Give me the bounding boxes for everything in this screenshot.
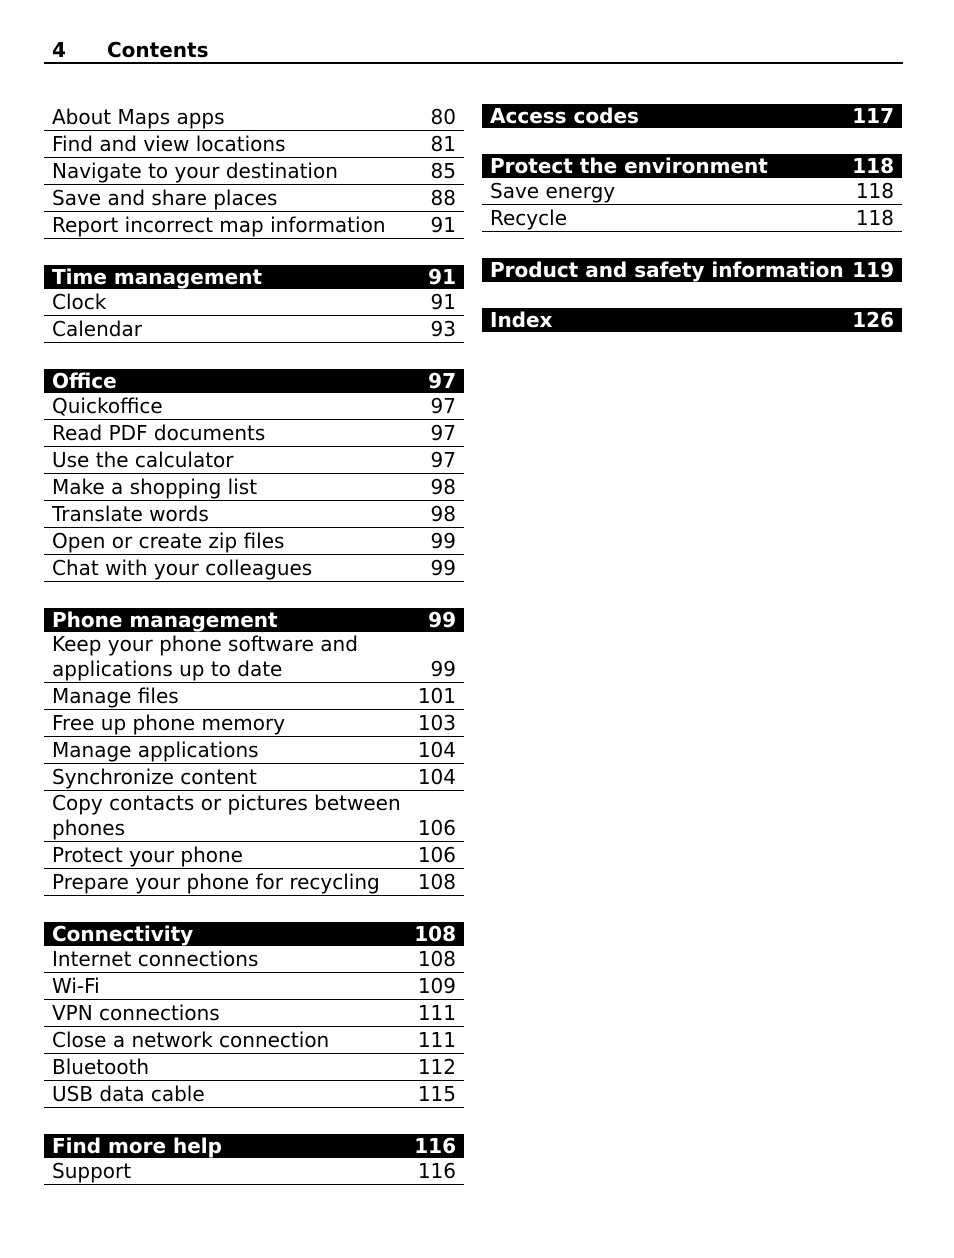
toc-section-access-codes	[482, 104, 902, 128]
section-heading-page: 119	[852, 258, 894, 282]
toc-section-product-and-safety-information	[482, 258, 902, 282]
toc-entry[interactable]	[44, 1054, 464, 1081]
toc-entry-page: 97	[430, 394, 456, 418]
toc-entry-page: 108	[417, 870, 456, 894]
toc-entry-label: Internet connections	[52, 947, 259, 971]
toc-section-heading[interactable]	[44, 608, 464, 632]
toc-entry-page: 99	[430, 556, 456, 580]
toc-entry-label: Save and share places	[52, 186, 278, 210]
toc-entry[interactable]	[44, 973, 464, 1000]
toc-section-heading[interactable]	[482, 104, 902, 128]
section-heading-label: Connectivity	[52, 922, 194, 946]
toc-section-heading[interactable]	[482, 258, 902, 282]
toc-entry[interactable]	[44, 710, 464, 737]
toc-entry[interactable]	[44, 158, 464, 185]
toc-entry-page: 116	[417, 1159, 456, 1183]
section-heading-label: Phone management	[52, 608, 278, 632]
toc-entry-page: 115	[417, 1082, 456, 1106]
toc-entry-page: 98	[430, 475, 456, 499]
toc-entry[interactable]	[44, 791, 464, 842]
toc-section-time-management	[44, 265, 464, 343]
toc-entry[interactable]	[44, 737, 464, 764]
toc-entry[interactable]	[44, 683, 464, 710]
toc-section-heading[interactable]	[44, 922, 464, 946]
toc-entry-page: 104	[417, 738, 456, 762]
toc-entry[interactable]	[44, 869, 464, 896]
toc-entry-label: Copy contacts or pictures between phones	[52, 791, 401, 840]
toc-entry-page: 85	[430, 159, 456, 183]
toc-entry-page: 101	[417, 684, 456, 708]
section-heading-page: 91	[428, 265, 456, 289]
toc-section-phone-management	[44, 608, 464, 896]
toc-section-heading[interactable]	[482, 154, 902, 178]
toc-entry[interactable]	[44, 1158, 464, 1185]
section-heading-label: Index	[490, 308, 553, 332]
toc-entry[interactable]	[44, 946, 464, 973]
toc-entry-page: 118	[855, 206, 894, 230]
toc-entry-label: Calendar	[52, 317, 142, 341]
toc-entry-label: Read PDF documents	[52, 421, 266, 445]
toc-entry[interactable]	[482, 178, 902, 205]
toc-entry-page: 111	[417, 1028, 456, 1052]
toc-entry[interactable]	[44, 185, 464, 212]
section-heading-label: Time management	[52, 265, 263, 289]
toc-section	[44, 104, 464, 239]
toc-entry-page: 91	[430, 290, 456, 314]
section-heading-page: 118	[852, 154, 894, 178]
toc-entry-page: 80	[430, 105, 456, 129]
toc-section-index	[482, 308, 902, 332]
toc-entry-page: 98	[430, 502, 456, 526]
toc-entry-label: Save energy	[490, 179, 616, 203]
page-title: Contents	[107, 38, 209, 62]
toc-entry-label: Manage applications	[52, 738, 259, 762]
toc-entry-label: Prepare your phone for recycling	[52, 870, 380, 894]
section-heading-page: 99	[428, 608, 456, 632]
toc-entry-page: 112	[417, 1055, 456, 1079]
toc-entry-label: Free up phone memory	[52, 711, 286, 735]
toc-entry[interactable]	[44, 528, 464, 555]
section-heading-page: 126	[852, 308, 894, 332]
toc-entry-label: VPN connections	[52, 1001, 220, 1025]
toc-section-office	[44, 369, 464, 582]
section-heading-label: Protect the environment	[490, 154, 768, 178]
toc-entry-label: Synchronize content	[52, 765, 257, 789]
toc-section-heading[interactable]	[44, 1134, 464, 1158]
toc-entry-label: USB data cable	[52, 1082, 205, 1106]
section-heading-label: Access codes	[490, 104, 639, 128]
toc-entry-page: 106	[417, 843, 456, 867]
toc-entry-page: 99	[430, 657, 456, 681]
toc-entry-page: 103	[417, 711, 456, 735]
toc-entry-label: Chat with your colleagues	[52, 556, 313, 580]
toc-entry[interactable]	[44, 474, 464, 501]
toc-section-heading[interactable]	[44, 369, 464, 393]
toc-entry[interactable]	[44, 447, 464, 474]
toc-entry[interactable]	[44, 555, 464, 582]
toc-entry-label: Manage files	[52, 684, 179, 708]
toc-entry-page: 81	[430, 132, 456, 156]
toc-entry-page: 93	[430, 317, 456, 341]
toc-entry-label: Close a network connection	[52, 1028, 330, 1052]
toc-entry[interactable]	[44, 1000, 464, 1027]
toc-entry[interactable]	[44, 1027, 464, 1054]
toc-entry-label: Report incorrect map information	[52, 213, 386, 237]
toc-entry[interactable]	[482, 205, 902, 232]
toc-entry[interactable]	[44, 131, 464, 158]
toc-left-column	[44, 104, 464, 1211]
section-heading-label: Find more help	[52, 1134, 222, 1158]
toc-entry-page: 97	[430, 421, 456, 445]
toc-entry[interactable]	[44, 316, 464, 343]
toc-entry-page: 111	[417, 1001, 456, 1025]
toc-entry[interactable]	[44, 420, 464, 447]
toc-entry[interactable]	[44, 104, 464, 131]
toc-entry-label: Use the calculator	[52, 448, 234, 472]
toc-entry-page: 104	[417, 765, 456, 789]
toc-entry[interactable]	[44, 393, 464, 420]
section-heading-page: 117	[852, 104, 894, 128]
section-heading-page: 97	[428, 369, 456, 393]
section-heading-page: 116	[414, 1134, 456, 1158]
toc-entry-page: 88	[430, 186, 456, 210]
toc-entry-label: Bluetooth	[52, 1055, 150, 1079]
toc-entry[interactable]	[44, 289, 464, 316]
toc-entry[interactable]	[44, 212, 464, 239]
toc-entry-label: About Maps apps	[52, 105, 225, 129]
toc-section-connectivity	[44, 922, 464, 1108]
toc-entry-label: Translate words	[52, 502, 209, 526]
toc-section-protect-the-environment	[482, 154, 902, 232]
toc-entry-label: Keep your phone software and applications up to date	[52, 632, 358, 681]
section-heading-page: 108	[414, 922, 456, 946]
toc-entry-page: 97	[430, 448, 456, 472]
page-number: 4	[52, 38, 66, 62]
toc-entry-label: Navigate to your destination	[52, 159, 338, 183]
toc-entry-label: Recycle	[490, 206, 567, 230]
toc-entry[interactable]	[44, 501, 464, 528]
section-heading-label: Product and safety information	[490, 258, 844, 282]
toc-entry-label: Quickoffice	[52, 394, 163, 418]
toc-entry-label: Wi-Fi	[52, 974, 100, 998]
toc-entry[interactable]	[44, 842, 464, 869]
toc-entry-label: Support	[52, 1159, 132, 1183]
toc-entry-page: 91	[430, 213, 456, 237]
page-header	[44, 36, 903, 64]
toc-entry-label: Make a shopping list	[52, 475, 258, 499]
toc-entry[interactable]	[44, 632, 464, 683]
toc-entry[interactable]	[44, 1081, 464, 1108]
toc-entry-label: Find and view locations	[52, 132, 286, 156]
toc-entry-label: Clock	[52, 290, 107, 314]
toc-entry-label: Protect your phone	[52, 843, 243, 867]
toc-section-heading[interactable]	[44, 265, 464, 289]
section-heading-label: Office	[52, 369, 117, 393]
toc-entry[interactable]	[44, 764, 464, 791]
toc-entry-page: 106	[417, 816, 456, 840]
toc-section-find-more-help	[44, 1134, 464, 1185]
toc-section-heading[interactable]	[482, 308, 902, 332]
toc-right-column	[482, 104, 902, 358]
toc-entry-page: 108	[417, 947, 456, 971]
toc-entry-page: 118	[855, 179, 894, 203]
toc-entry-page: 109	[417, 974, 456, 998]
toc-entry-label: Open or create zip files	[52, 529, 285, 553]
toc-entry-page: 99	[430, 529, 456, 553]
